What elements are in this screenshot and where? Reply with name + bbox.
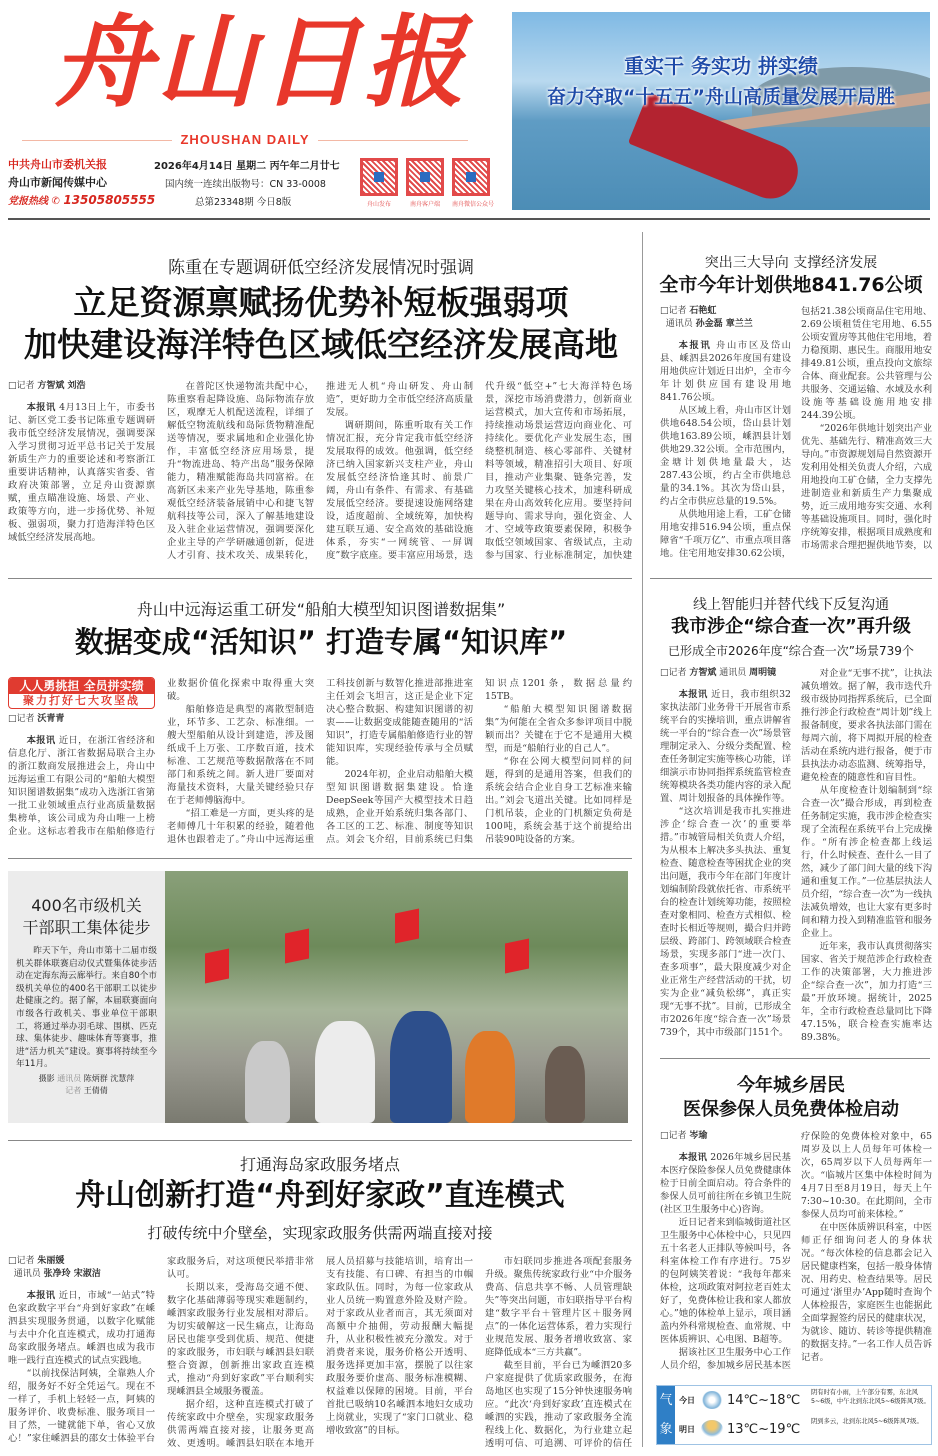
qr-code-icon xyxy=(452,158,490,196)
paragraph-text: 舟山市区及岱山县、嵊泗县2026年度国有建设用地供应计划近日出炉，全市今年计划供应国有建设用地841.76公顷。 xyxy=(660,340,791,403)
article-paragraph xyxy=(801,784,932,940)
paragraph-text: 船舶修造是典型的离散型制造业，环节多、工艺杂、标准细。一艘大型船舶从设计到建造，涉及图纸成千上万张、工序数百道，技术标准、工艺规范等数据散落在不同部门和系统之间。新人进厂要面对海量技术资料，大量关键经验只存在于老师傅脑海中。 xyxy=(167,704,314,806)
article-paragraph xyxy=(485,1255,632,1359)
article-paragraph xyxy=(8,401,155,544)
article-paragraph xyxy=(485,755,632,846)
credit-names: 陈炳群 沈慧萍 xyxy=(83,1073,135,1083)
red-flag xyxy=(395,908,419,943)
paragraph-text: “你在公网大模型问同样的问题，得到的是通用答案，但我们的系统会结合企业自身工艺标准来输出。”刘会飞道出关键。比如同样是门机吊装，企业的门机额定负荷是100吨，系统会基于这个前提给出吊装90吨设备的方案。 xyxy=(485,756,632,845)
weather-today xyxy=(679,1387,931,1415)
lead-article-byline xyxy=(8,380,155,401)
article-paragraph xyxy=(167,703,314,807)
article-paragraph xyxy=(801,1221,932,1364)
qr-code-icon xyxy=(360,158,398,196)
qr-code-1[interactable] xyxy=(360,158,398,208)
publication-number: 国内统一连续出版物号：CN 33-0008 xyxy=(165,179,326,190)
housekeeping-article-headline: 舟山创新打造“舟到好家政”直连模式 xyxy=(75,1178,565,1213)
hotline-number: 13505805555 xyxy=(63,193,156,207)
paragraph-text: 近日，我市组织32家执法部门业务骨干开展省市系统平台的实操培训，重点讲解省统一平台的“综合查一次”场景管理制定录入、分级分类配置、检查任务制定实施等核心功能，详细演示市协同指挥系统监管检查统筹模块各类功能内容的录入配置、周计划报备的具体操作等。 xyxy=(660,689,791,804)
byline-label: 通讯员 xyxy=(13,1269,41,1279)
paragraph-text: 据该社区卫生服务中心工作人员介绍，参加城乡居民基本医疗保险的免费体检对象中，65周岁及以上人员每年可体检一次，65周岁以下人员每两年一次。“临城片区集中体检时间为4月7日至8月19日，每天上午7:30~10:30。在此期间，全市参保人员均可前来体检。” xyxy=(660,1131,932,1371)
health-article-body xyxy=(660,1130,932,1374)
lead-article-headline-1: 立足资源禀赋扬优势补短板强弱项 xyxy=(73,283,569,322)
ship-article-body xyxy=(8,677,632,849)
paragraph-text: 近日记者来到临城街道社区卫生服务中心体检中心，只见四五十名老人正排队等候叫号，各科室体检工作有序进行。75岁的包阿姨笑着说：“我每年都来体检，这项政策对阿拉老百姓太好了，免费体检让我和家人都放心。”她的体检单上显示，项目涵盖内外科常规检查、血常规、中医体质辨识、心电图、B超等。 xyxy=(660,1217,791,1345)
article-paragraph xyxy=(660,688,791,805)
weather-day: 今日 xyxy=(679,1396,695,1405)
land-article-headline: 全市今年计划供地841.76公顷 xyxy=(659,274,923,296)
paragraph-text: 4月13日上午，市委书记、新区党工委书记陈重专题调研我市低空经济发展情况，强调要深入学习贯彻习近平总书记关于发展新质生产力的重要论述和考察浙江重要讲话精神，认真落实省委、省政府决策部署，立足舟山资源禀赋，重点瞄准设施、场景、产业、政策等方向，进一步扬优势、补短板、强弱项，聚力打造海洋特色区域低空经济发展高地。 xyxy=(8,402,155,543)
hiker xyxy=(390,1011,452,1123)
byline-label: □记者 xyxy=(660,1131,687,1141)
rain-cloud-icon xyxy=(701,1391,723,1409)
credit-role: 通讯员 xyxy=(57,1073,82,1083)
dateline: 本报讯 xyxy=(678,340,712,351)
article-paragraph xyxy=(8,1289,155,1367)
byline-names: 方智斌 刘浩 xyxy=(37,381,86,391)
paragraph-text: 近日，在浙江省经济和信息化厅、浙江省数据局联合主办的浙江数商发展推进会上，舟山中远海运重工有限公司的“船舶大模型知识图谱数据集”成功入选浙江省第一批工业领域重点行业高质量数据集榜单，该公司成为舟山唯一上榜企业。这标志着我市在船舶修造行业数据价值化探索中取得重大突破。 xyxy=(8,678,314,837)
inspect-article-byline xyxy=(660,667,791,688)
section-divider xyxy=(660,1058,930,1059)
weather-label: 气象 xyxy=(657,1386,675,1444)
hiker xyxy=(245,1041,290,1123)
byline-label: □记者 xyxy=(660,306,687,316)
paragraph-text: “招工难是一方面，更头疼的是老师傅几十年积累的经验，随着他退休也跟着走了。”舟山中远海运重工科技创新与数智化推进部推进室主任刘会飞坦言，这正是企业下定决心整合数据、构建知识图谱的初衷——让数据变成能随查随用的“活知识”，打造专属船舶修造行业的智能知识库，实现经验传承与全员赋能。 xyxy=(167,678,473,845)
dateline: 本报讯 xyxy=(678,689,708,700)
photo-caption xyxy=(8,871,165,1123)
housekeeping-article-byline xyxy=(8,1255,155,1289)
housekeeping-article-kicker: 打通海岛家政服务堵点 xyxy=(239,1155,400,1174)
paragraph-text: 2026年城乡居民基本医疗保险参保人员免费健康体检于日前全面启动。符合条件的参保人员可前往所在乡镇卫生院(社区卫生服务中心)咨询。 xyxy=(660,1152,791,1215)
article-paragraph xyxy=(801,667,932,784)
paragraph-text: 在普陀区快递物流共配中心，陈重察看起降设施、岛际物流存放区，观摩无人机配送流程，详细了解低空物流航线和岛际货物精准配送等情况，要求属地和企业强化协作，丰富低空经济应用场景，提升“物流进岛、特产出岛”服务保障能力，精准赋能海岛共同富裕。在高新区未来产业先导基地，陈重参观低空经济装备展销中心和捷飞智航科技等公司，深入了解基地建设及入驻企业运营情况，强调要深化企业主导的产学研融通创新，促进人才引育、技术攻关、成果转化，推进无人机“舟山研发、舟山制造”，更好助力全市低空经济高质量发展。 xyxy=(167,381,473,561)
masthead-divider xyxy=(8,218,930,220)
ship-article-header-block xyxy=(8,677,155,734)
phone-icon: ✆ xyxy=(51,196,60,207)
hotline-label: 党报热线 xyxy=(8,196,48,207)
section-divider xyxy=(650,578,932,579)
lead-article-kicker: 陈重在专题调研低空经济发展情况时强调 xyxy=(168,258,474,278)
paragraph-text: “这次培训是我市扎实推进涉企‘综合查一次’的重要举措。”市城管局相关负责人介绍，为从根本上解决多头执法、重复检查、随意检查等困扰企业的突出问题，我市今年在部门年度计划编制阶段就依托省、市系统平台的检查计划统筹功能，按照检查对象相同、检查方式相似、检查时长相近等规则，撮合归并跨层级、跨部门、跨领域联合检查场景，实现多部门“进一次门、查多项事”，最大限度减少对企业正常生产经营活动的干扰，切实为企业“减负松绑”，真正实现“无事不扰”。目前，已形成全市2026年度“综合查一次”场景739个，其中市级部门151个。 xyxy=(660,806,791,1038)
housekeeping-article-subhead: 打破传统中介壁垒，实现家政服务供需两端直接对接 xyxy=(147,1224,493,1242)
newspaper-logo: 舟山日报 xyxy=(52,3,468,121)
photo-title-1: 400名市级机关 xyxy=(31,896,142,915)
land-article-body xyxy=(660,305,932,561)
credit-names: 王倩倩 xyxy=(83,1085,108,1095)
hiker xyxy=(545,1046,585,1123)
paragraph-text: 近日，市域“一站式”特色家政数字平台“舟到好家政”在嵊泗县实现服务贯通，以数字化赋能与去中介化直连模式，成功打通海岛家政服务堵点。嵊泗也成为我市唯一践行直连模式的试点实践地。 xyxy=(8,1290,155,1366)
article-paragraph xyxy=(660,1151,791,1216)
paragraph-text: 从年度检查计划编制到“综合查一次”撮合形成，再到检查任务制定实施，我市涉企检查实现了全流程在系统平台上完成操作。“所有涉企检查都上线运行，什么时候查、查什么一目了然，减少了部门间大量的线下沟通和重复工作。”一位基层执法人员介绍，“综合查一次”为一线执法减负增效，也让大家有更多时间和精力投入到精准监管和服务企业上。 xyxy=(801,785,932,939)
hiking-photo xyxy=(165,871,628,1123)
byline-names: 沃青青 xyxy=(37,714,65,724)
article-paragraph xyxy=(167,1281,314,1398)
paragraph-text: 2024年初，企业启动船舶大模型知识图谱数据集建设。恰逢DeepSeek等国产大模型技术日趋成熟，企业开始系统归集各部门、各工区的工艺、标准、制度等知识点。刘会飞介绍，目前系统已归集知识点1201条，数据总量约15TB。 xyxy=(326,678,632,845)
byline-names: 张净玲 宋淑洁 xyxy=(43,1269,101,1279)
article-paragraph xyxy=(485,703,632,755)
weather-temp: 14℃~18℃ xyxy=(727,1393,801,1408)
section-divider xyxy=(8,858,632,859)
dateline: 本报讯 xyxy=(26,402,56,413)
weather-day: 明日 xyxy=(679,1425,695,1434)
byline-label: □记者 xyxy=(8,381,35,391)
banner-image xyxy=(512,12,930,210)
red-flag xyxy=(505,938,529,973)
health-article-headline-1: 今年城乡居民 xyxy=(737,1075,845,1096)
campaign-badge-bottom: 聚力打好七大攻坚战 xyxy=(23,694,140,707)
byline-names: 孙金磊 章兰兰 xyxy=(695,319,753,329)
banner-slogan-2: 奋力夺取“十五五”舟山高质量发展开局胜 xyxy=(547,86,895,108)
paragraph-text: 长期以来，受海岛交通不便、数字化基础薄弱等现实难题制约，嵊泗家政服务行业发展相对滞后。为切实破解这一民生痛点，让海岛居民也能享受到优质、规范、便捷的家政服务，市妇联与嵊泗县妇联整合资源，创新推出家政直连模式，推动“舟到好家政”平台顺利实现嵊泗县全域服务覆盖。 xyxy=(167,1282,314,1397)
banner-slogan-1: 重实干 务实功 拼实绩 xyxy=(624,54,818,78)
qr-label: 南舟微信公众号 xyxy=(452,201,495,208)
paragraph-text: “以前找保洁阿姨，全靠熟人介绍，服务好不好全凭运气。现在不一样了，手机上轻轻一点，阿姨的服务评价、收费标准、服务项目一目了然，一键就能下单，省心又放心！”家住嵊泗县的邵女士体验平台家政服务后，对这项便民举措非常认可。 xyxy=(8,1256,314,1444)
inspect-article-headline: 我市涉企“综合查一次”再升级 xyxy=(671,616,911,637)
paragraph-text: 市妇联同步推进各项配套服务升级。聚焦传统家政行业“中介服务费高、信息共享不畅、人员管理缺失”等突出问题，市妇联指导平台构建“数字平台＋管理片区＋服务网点”的一体化运营体系，着力实现行业规范发展、服务者增收致富、家庭降低成本“三方共赢”。 xyxy=(485,1256,632,1358)
land-article-kicker: 突出三大导向 支撑经济发展 xyxy=(704,255,878,271)
weather-desc: 阴有时有小雨，上午部分有雾，东北风5~6级，中午北到东北风5~6级阵风7级。 xyxy=(811,1389,930,1405)
section-divider xyxy=(8,578,632,579)
dateline: 本报讯 xyxy=(26,735,56,746)
weather-box xyxy=(656,1385,932,1445)
weather-temp: 13℃~19℃ xyxy=(727,1422,801,1437)
byline-label: □记者 xyxy=(660,668,687,678)
hiker xyxy=(465,1031,515,1123)
qr-label: 舟山发布 xyxy=(366,201,391,208)
byline-names: 石艳虹 xyxy=(689,306,717,316)
byline-names: 方智斌 xyxy=(689,668,717,678)
photo-caption-text: 昨天下午，舟山市第十二届市级机关群体联赛启动仪式暨集体徒步活动在定海东海云廊举行。来自80个市级机关单位的400名干部职工以徒步赴健康之约。据了解，本届联赛面向市级各行政机关、事业单位干部职工，将通过举办羽毛球、围棋、匹克球、集体徒步、趣味体育等赛事，推进“活力机关”建设。赛事将持续至今年11月。 xyxy=(16,946,157,1070)
byline-names: 岑瑜 xyxy=(689,1131,708,1141)
qr-codes xyxy=(360,158,494,208)
byline-label: □记者 xyxy=(8,714,35,724)
publisher-label: 舟山市新闻传媒中心 xyxy=(8,176,107,189)
credit-role: 记者 xyxy=(65,1085,82,1095)
issue-date: 2026年4月14日 星期二 丙午年二月廿七 xyxy=(154,161,340,172)
lead-article-headline-2: 加快建设海洋特色区域低空经济发展高地 xyxy=(24,325,618,364)
campaign-badge-top: 人人勇挑担 全员拼实绩 xyxy=(9,678,154,694)
red-flag xyxy=(285,928,309,963)
article-paragraph xyxy=(660,404,791,508)
inspect-article-body xyxy=(660,667,932,1047)
sun-cloud-icon xyxy=(701,1420,723,1438)
paragraph-text: 从供地用途上看，工矿仓储用地安排516.94公顷，重点保障省“千项万亿”、市重点项目落地。住宅用地安排30.62公顷，包括21.38公顷商品住宅用地、2.69公顷租赁住宅用地、6.55公顷安置房等其他住宅用地，着力稳预期、惠民生。商服用地安排49.81公顷，重点投向文旅综合体、商业配套。公共管理与公共服务、交通运输、水域及水利设施等基础设施用地安排244.39公顷。 xyxy=(660,306,932,559)
paragraph-text: 截至目前，平台已为嵊泗20多户家庭提供了优质家政服务，在海岛地区也实现了15分钟快速服务响应。“此次‘舟到好家政’直连模式在嵊泗的实践，推动了家政服务全流程线上化、数据化，为行业建立起透明可信、可追溯、可评价的信任 xyxy=(485,1360,632,1449)
paragraph-text: 据介绍，这种直连模式打破了传统家政中介壁垒，实现家政服务供需两端直接对接，让服务更高效、更透明。嵊泗县妇联在本地开展人员招募与技能培训，培育出一支有技能、有口碑、有担当的巾帼家政队伍。同时，为每一位家政从业人员统一购置意外险及财产险。对于家政从业者而言，其无须面对高额中介抽佣，劳动报酬大幅提升，从业积极性被充分激发。对于消费者来说，服务价格公开透明、服务选择更加丰富，摆脱了以往家政服务要价虚高、服务标准模糊、权益难以保障的困境。目前，平台首批已吸纳10名嵊泗本地妇女成功上岗就业，实现了“家门口就业、稳增收致富”的目标。 xyxy=(167,1256,473,1449)
paragraph-text: 近年来，我市认真贯彻落实国家、省关于规范涉企行政检查工作的决策部署，大力推进涉企“综合查一次”，加力打造“三最”开放环境。据统计，2025年，全市行政检查总量同比下降47.15%，联合检查实施率达89.38%。 xyxy=(801,941,932,1043)
photo-credit xyxy=(16,1073,157,1097)
qr-code-icon xyxy=(406,158,444,196)
inspect-article-subhead: 已形成全市2026年度“综合查一次”场景739个 xyxy=(668,644,914,658)
organ-label: 中共舟山市委机关报 xyxy=(8,158,107,171)
health-article-headline-2: 医保参保人员免费体检启动 xyxy=(683,1099,899,1120)
qr-code-3[interactable] xyxy=(452,158,494,208)
byline-names: 周明镜 xyxy=(749,668,777,678)
dateline: 本报讯 xyxy=(678,1152,708,1163)
lead-article-body xyxy=(8,380,632,564)
paragraph-text: “船舶大模型知识图谱数据集”为何能在全省众多参评项目中脱颖而出？关键在于它不是通用大模型，而是“船舶行业的自己人”。 xyxy=(485,704,632,754)
paragraph-text: “2026年供地计划突出产业优先、基础先行、精准高效三大导向。”市资源规划局自然资源开发利用处相关负责人介绍，六成用地投向工矿仓储，全力支撑先进制造业和新质生产力集聚成势，近三成用地夯实交通、水利等基础设施项目。同时，强化时序统筹安排，根据项目成熟度和市场需求合理把握供地节奏，以 xyxy=(801,423,932,551)
paragraph-text: 在中医体质辨识科室，中医师正仔细询问老人的身体状况。“每次体检的信息都会记入居民健康档案，包括一般身体情况、用药史、检查结果等。居民可通过‘浙里办’App随时查询个人体检报告，家庭医生也能据此全面掌握签约居民的健康状况，为就诊、随访、转诊等提供精准的数据支持。”一名工作人员告诉记者。 xyxy=(801,1222,932,1363)
paragraph-text: 从区域上看，舟山市区计划供地648.54公顷，岱山县计划供地163.89公顷，嵊泗县计划供地29.32公顷。全市范围内，金塘计划供地量最大，达287.43公顷，约占全市供地总量的34.1%。其次为岱山县，约占全市供应总量的19.5%。 xyxy=(660,405,791,507)
qr-label: 南舟客户端 xyxy=(409,201,440,208)
byline-label: 通讯员 xyxy=(665,319,693,329)
inspect-article-kicker: 线上智能归并替代线下反复沟通 xyxy=(693,597,889,613)
newspaper-logo-english: ZHOUSHAN DAILY xyxy=(0,132,490,147)
article-paragraph xyxy=(660,339,791,404)
campaign-badge xyxy=(8,677,155,709)
weather-tomorrow xyxy=(679,1416,931,1444)
column-divider xyxy=(642,232,643,1447)
byline-names: 朱丽媛 xyxy=(37,1256,65,1266)
article-paragraph xyxy=(801,940,932,1044)
byline-label: 通讯员 xyxy=(719,668,747,678)
credit-label: 摄影 xyxy=(38,1073,55,1083)
ship-article-headline: 数据变成“活知识” 打造专属“知识库” xyxy=(74,625,568,659)
hotline xyxy=(8,192,155,207)
ship-article-byline xyxy=(8,713,155,726)
paragraph-text: 对企业“无事不扰”，让执法减负增效。据了解，我市迭代升级市级协同指挥系统后，已全面推行涉企行政检查“周计划”线上报备制度，要求各执法部门需在每周六前，将下周拟开展的检查活动在系统内进行报备，便于市县执法办动态监测、统筹指导，避免检查的随意性和盲目性。 xyxy=(801,668,932,783)
land-article-byline xyxy=(660,305,791,339)
photo-title-2: 干部职工集体徒步 xyxy=(22,918,151,937)
section-divider xyxy=(8,1140,632,1141)
article-paragraph xyxy=(660,805,791,1039)
qr-code-2[interactable] xyxy=(406,158,444,208)
article-paragraph xyxy=(660,1216,791,1346)
housekeeping-article-body xyxy=(8,1255,632,1451)
hiker xyxy=(315,1021,375,1123)
issue-count: 总第23348期 今日8版 xyxy=(195,197,292,208)
paragraph-text: 调研期间，陈重听取有关工作情况汇报，充分肯定我市低空经济发展取得的成效。他强调，低空经济已纳入国家新兴支柱产业，舟山发展低空经济恰逢其时、前景广阔，舟山有条件、有需求、有基础发展低空经济。要提速设施网络建设，适度超前、全域统筹，加快构建互联互通、安全高效的基础设施体系，夯实“一网统管、一屏调度”数字底座。要丰富应用场景，迭代升级“低空+”七大海洋特色场景，深挖市场消费潜力，创新商业运营模式，加大宣传和市场拓展，持续推动场景运营迈向商业化、可持续化。要优化产业发展生态，围绕整机制造、核心零部件、关键材料等领域，精准招引大项目、好项目，推动产业集聚、链条完善，发力攻坚关键核心技术，加速科研成果在舟山高效转化应用。要坚持问题导向、需求导向，强化资金、人才、空域等政策要素保障，积极争取低空领域国家、省级试点，主动参与国家、行业标准制定，加快建 xyxy=(326,381,632,561)
weather-desc: 阴到多云，北到东北风5~6级阵风7级。 xyxy=(811,1418,923,1425)
photo-news xyxy=(8,871,628,1123)
byline-label: □记者 xyxy=(8,1256,35,1266)
health-article-byline xyxy=(660,1130,791,1151)
dateline: 本报讯 xyxy=(26,1290,56,1301)
red-flag xyxy=(205,948,229,983)
ship-article-kicker: 舟山中远海运重工研发“船舶大模型知识图谱数据集” xyxy=(136,600,506,619)
